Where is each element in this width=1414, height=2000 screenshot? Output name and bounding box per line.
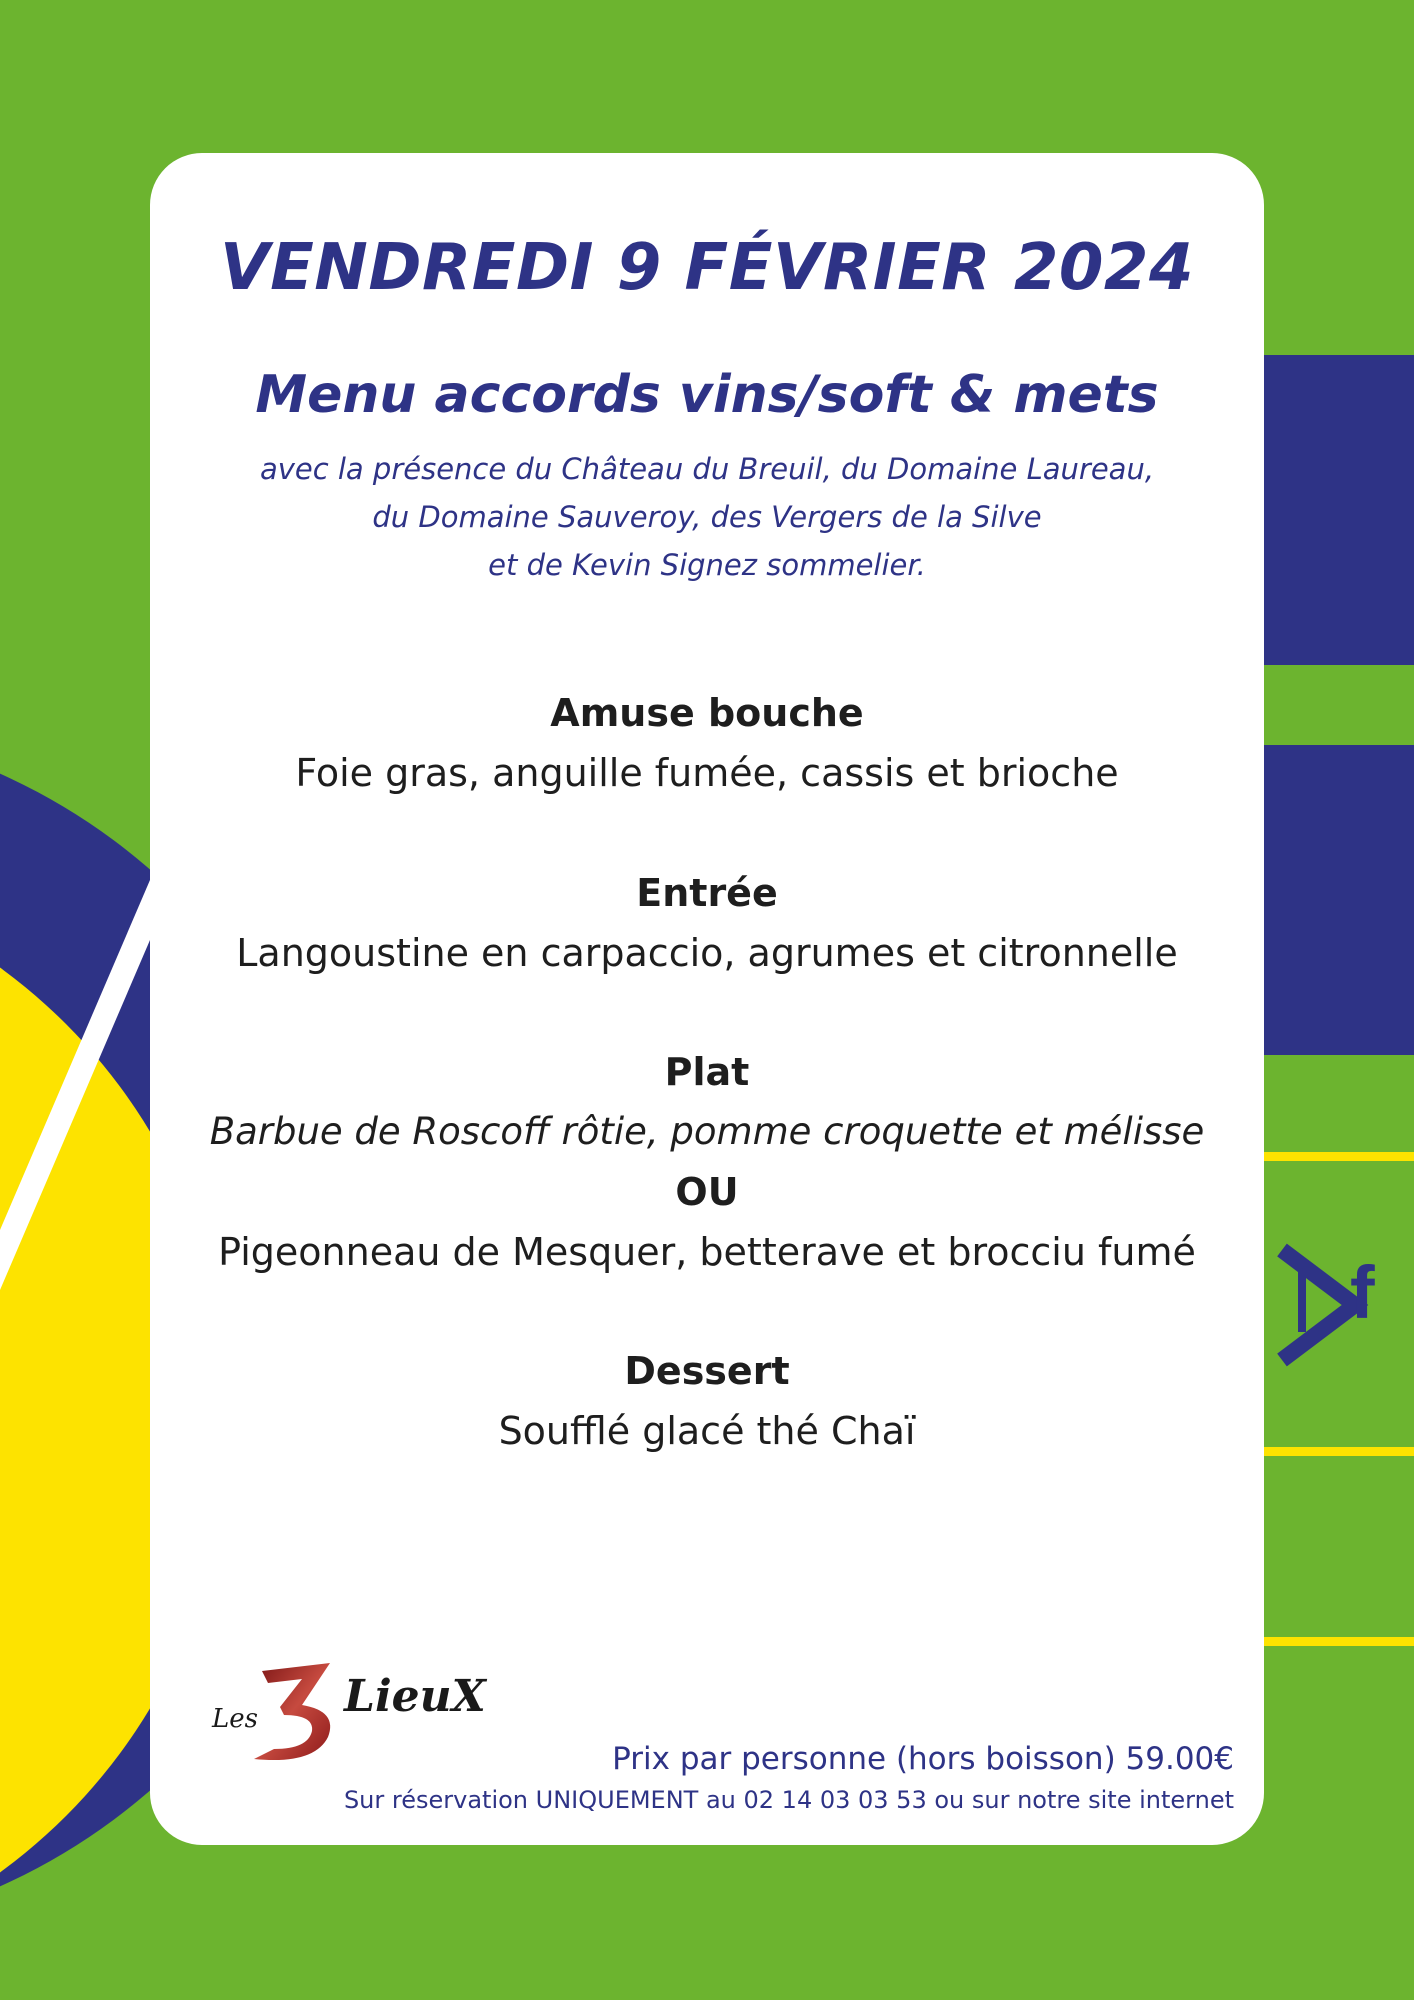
navy-letter-shape — [1264, 355, 1414, 665]
course-title-dessert: Dessert — [624, 1349, 790, 1393]
reservation-text: Sur réservation UNIQUEMENT au 02 14 03 03 53 ou sur notre site internet — [343, 1786, 1234, 1814]
menu-card — [150, 153, 1264, 1845]
svg-text:LieuX: LieuX — [344, 1671, 486, 1722]
dish-entree: Langoustine en carpaccio, agrumes et citronnelle — [236, 931, 1178, 975]
or-separator: OU — [675, 1170, 739, 1214]
dish-amuse: Foie gras, anguille fumée, cassis et brioche — [295, 751, 1119, 795]
dish-plat-1: Barbue de Roscoff rôtie, pomme croquette et mélisse — [209, 1110, 1205, 1153]
dish-plat-2: Pigeonneau de Mesquer, betterave et brocciu fumé — [218, 1230, 1196, 1274]
les-3-lieux-logo — [210, 1653, 490, 1773]
event-date: VENDREDI 9 FÉVRIER 2024 — [220, 231, 1194, 305]
course-title-amuse: Amuse bouche — [550, 691, 864, 735]
yellow-line-shape — [1264, 1152, 1414, 1161]
dish-dessert: Soufflé glacé thé Chaï — [498, 1409, 916, 1453]
presence-line: et de Kevin Signez sommelier. — [488, 548, 926, 582]
price-text: Prix par personne (hors boisson) 59.00€ — [612, 1741, 1234, 1777]
svg-text:Les: Les — [212, 1704, 258, 1734]
svg-text:f: f — [1350, 1251, 1375, 1334]
course-title-entree: Entrée — [636, 871, 778, 915]
menu-title: Menu accords vins/soft & mets — [255, 365, 1159, 425]
course-title-plat: Plat — [664, 1050, 750, 1094]
presence-text — [150, 445, 1264, 589]
presence-line: du Domaine Sauveroy, des Vergers de la Silve — [372, 500, 1042, 534]
presence-line: avec la présence du Château du Breuil, du Domaine Laureau, — [259, 452, 1155, 486]
